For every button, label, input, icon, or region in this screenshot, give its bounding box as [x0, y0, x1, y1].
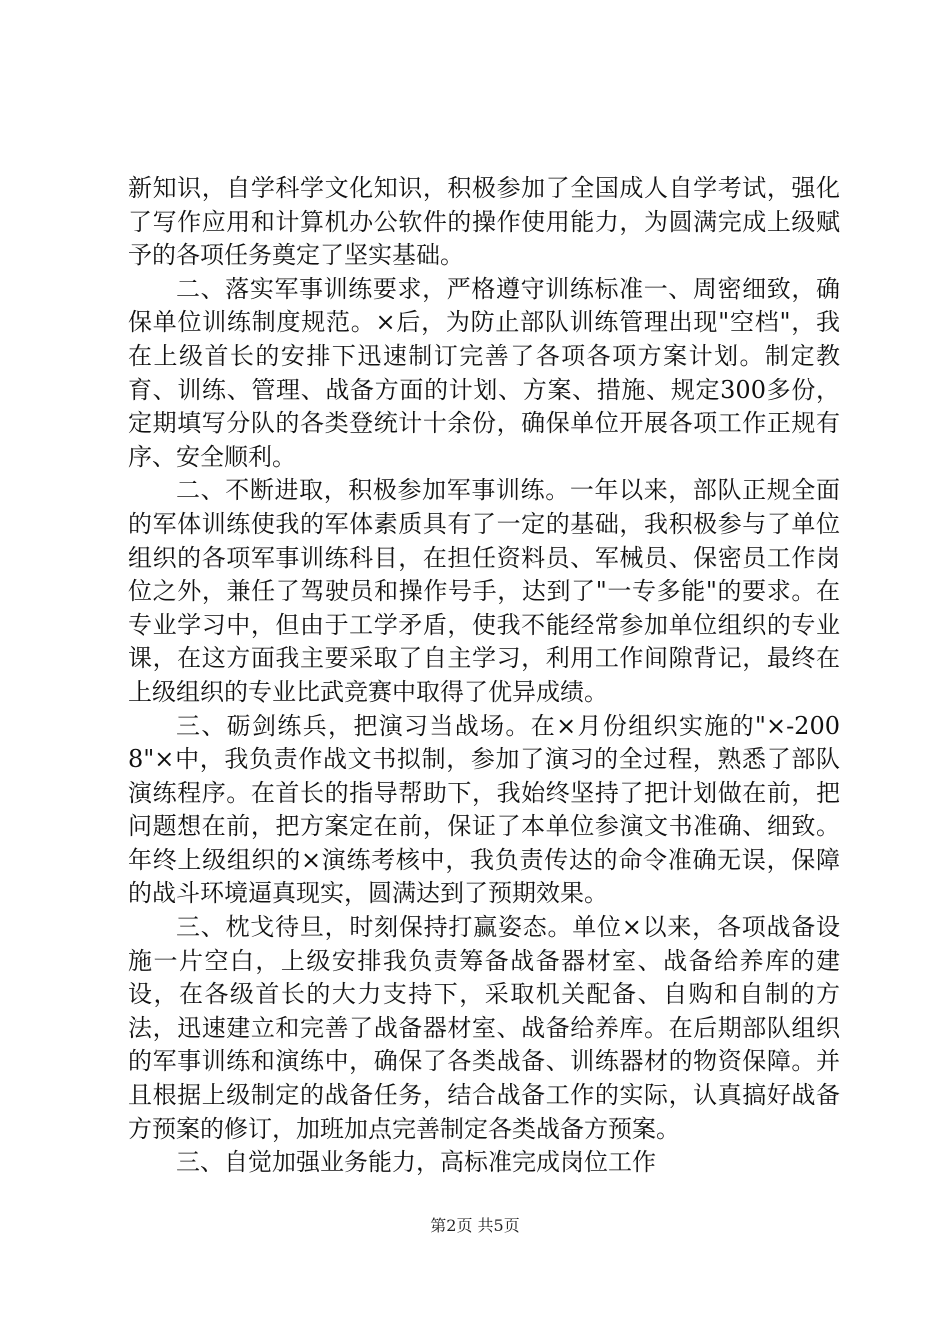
page-footer [0, 1216, 950, 1236]
paragraph-heading-business-ability: 三、自觉加强业务能力，高标准完成岗位工作 [176, 1148, 656, 1177]
paragraph-combat-readiness: 三、枕戈待旦，时刻保持打赢姿态。单位×以来，各项战备设施一片空白，上级安排我负责筹备战备器材室、战备给养库的建设，在各级首长的大力支持下，采取机关配备、自购和自制的方法，迅速建立和完善了战备器材室、战备给养库。在后期部队组织的军事训练和演练中，确保了各类战备、训练器材的物资保障。并且根据上级制定的战备任务，结合战备工作的实际，认真搞好战备方预案的修订，加班加点完善制定各类战备方预案。 [128, 913, 840, 1143]
paragraph-continued-knowledge: 新知识，自学科学文化知识，积极参加了全国成人自学考试，强化了写作应用和计算机办公软件的操作使用能力，为圆满完成上级赋予的各项任务奠定了坚实基础。 [128, 174, 840, 270]
paragraph-exercise-drills: 三、砺剑练兵，把演习当战场。在×月份组织实施的"×-2008"×中，我负责作战文书拟制，参加了演习的全过程，熟悉了部队演练程序。在首长的指导帮助下，我始终坚持了把计划做在前，把问题想在前，把方案定在前，保证了本单位参演文书准确、细致。年终上级组织的×演练考核中，我负责传达的命令准确无误，保障的战斗环境逼真现实，圆满达到了预期效果。 [128, 711, 840, 908]
document-body [128, 172, 840, 1180]
paragraph-military-training-requirements: 二、落实军事训练要求，严格遵守训练标准一、周密细致，确保单位训练制度规范。×后，为防止部队训练管理出现"空档"，我在上级首长的安排下迅速制订完善了各项各项方案计划。制定教育、训练、管理、战备方面的计划、方案、措施、规定300多份，定期填写分队的各类登统计十余份，确保单位开展各项工作正规有序、安全顺利。 [128, 274, 840, 471]
page-number-indicator: 第2页 共5页 [430, 1216, 520, 1235]
paragraph-military-training-participation: 二、不断进取，积极参加军事训练。一年以来，部队正规全面的军体训练使我的军体素质具有了一定的基础，我积极参与了单位组织的各项军事训练科目，在担任资料员、军械员、保密员工作岗位之外，兼任了驾驶员和操作号手，达到了"一专多能"的要求。在专业学习中，但由于工学矛盾，使我不能经常参加单位组织的专业课，在这方面我主要采取了自主学习，利用工作间隙背记，最终在上级组织的专业比武竞赛中取得了优异成绩。 [128, 476, 840, 706]
